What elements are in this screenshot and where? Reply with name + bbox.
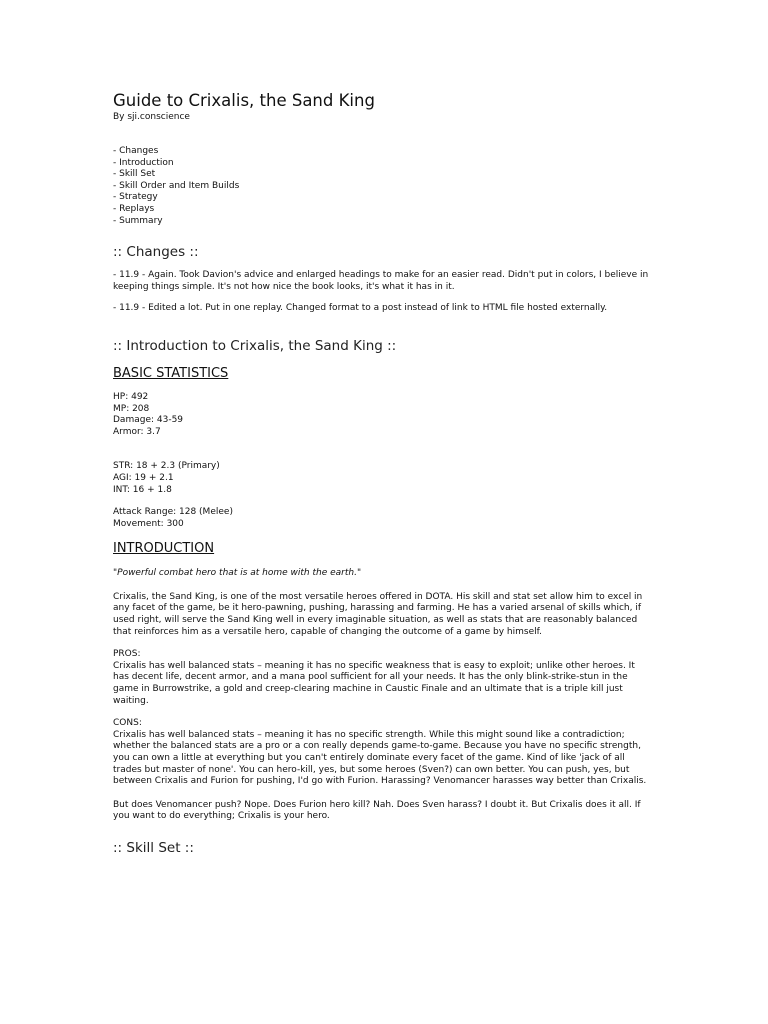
intro-paragraph: Crixalis, the Sand King, is one of the most versatile heroes offered in DOTA. His skill and stat set allow him to excel in any facet of the game, be it hero-pawning, pushing, harassing and farming. He has a varied arsenal of skills which, if used right, will serve the Sand King well in every imaginable situation, as well as stats that are reasonably balanced that reinforces him as a versatile hero, capable of changing the outcome of a game by himself. bbox=[113, 591, 643, 637]
cons-label: CONS: bbox=[113, 718, 142, 729]
stats-block-attributes bbox=[113, 461, 653, 496]
stat-line: INT: 16 + 1.8 bbox=[113, 484, 172, 495]
closing-paragraph: But does Venomancer push? Nope. Does Furion hero kill? Nah. Does Sven harass? I doubt it. But Crixalis does it all. If you want to do everything; Crixalis is your hero. bbox=[113, 799, 641, 822]
change-entry: - 11.9 - Edited a lot. Put in one replay. Changed format to a post instead of link to HTML file hosted externally. bbox=[113, 303, 608, 314]
change-entry: - 11.9 - Again. Took Davion's advice and enlarged headings to make for an easier read. Didn't put in colors, I believe in keeping things simple. It's not how nice the book looks, it's what it has in it. bbox=[113, 270, 649, 292]
stat-line: Damage: 43-59 bbox=[113, 415, 184, 426]
introduction-section-heading: :: Introduction to Crixalis, the Sand King :: bbox=[113, 337, 397, 354]
stats-block-core bbox=[113, 392, 653, 438]
document-content bbox=[113, 90, 653, 857]
stat-line: Armor: 3.7 bbox=[113, 426, 161, 437]
byline: By sji.conscience bbox=[113, 112, 190, 122]
toc-item: - Strategy bbox=[113, 192, 158, 203]
toc-item: - Changes bbox=[113, 146, 159, 156]
stat-line: AGI: 19 + 2.1 bbox=[113, 472, 174, 483]
pros-label: PROS: bbox=[113, 649, 141, 660]
stats-block-movement bbox=[113, 507, 653, 530]
stat-line: Attack Range: 128 (Melee) bbox=[113, 507, 233, 518]
stat-line: Movement: 300 bbox=[113, 518, 184, 529]
toc-item: - Skill Set bbox=[113, 169, 156, 180]
stat-line: HP: 492 bbox=[113, 391, 149, 402]
skill-set-heading: :: Skill Set :: bbox=[113, 839, 194, 856]
toc-item: - Replays bbox=[113, 203, 155, 214]
pros-paragraph: Crixalis has well balanced stats – meaning it has no specific weakness that is easy to exploit; unlike other heroes. It has decent life, decent armor, and a mana pool sufficient for all your needs. It has the only blink-strike-stun in the game in Burrowstrike, a gold and creep-clearing machine in Caustic Finale and an ultimate that is a triple kill just waiting. bbox=[113, 660, 635, 706]
table-of-contents bbox=[113, 146, 653, 227]
stat-line: STR: 18 + 2.3 (Primary) bbox=[113, 461, 220, 472]
basic-statistics-heading: BASIC STATISTICS bbox=[113, 365, 229, 381]
toc-item: - Summary bbox=[113, 215, 163, 226]
changes-heading: :: Changes :: bbox=[113, 244, 199, 261]
stat-line: MP: 208 bbox=[113, 403, 150, 414]
cons-paragraph: Crixalis has well balanced stats – meaning it has no specific strength. While this might sound like a contradiction; whether the balanced stats are a pro or a con really depends game-to-game. Because you have no specific strength, you can own a little at everything but you can't entirely dominate every facet of the game. Kind of like 'jack of all trades but master of none'. You can hero-kill, yes, but some heroes (Sven?) can own better. You can push, yes, but between Crixalis and Furion for pushing, I'd go with Furion. Harassing? Venomancer harasses way better than Crixalis. bbox=[113, 729, 647, 787]
toc-item: - Skill Order and Item Builds bbox=[113, 180, 240, 191]
document-title: Guide to Crixalis, the Sand King bbox=[113, 91, 375, 110]
quote: "Powerful combat hero that is at home with the earth." bbox=[113, 568, 362, 579]
introduction-heading: INTRODUCTION bbox=[113, 541, 215, 557]
toc-item: - Introduction bbox=[113, 157, 174, 168]
